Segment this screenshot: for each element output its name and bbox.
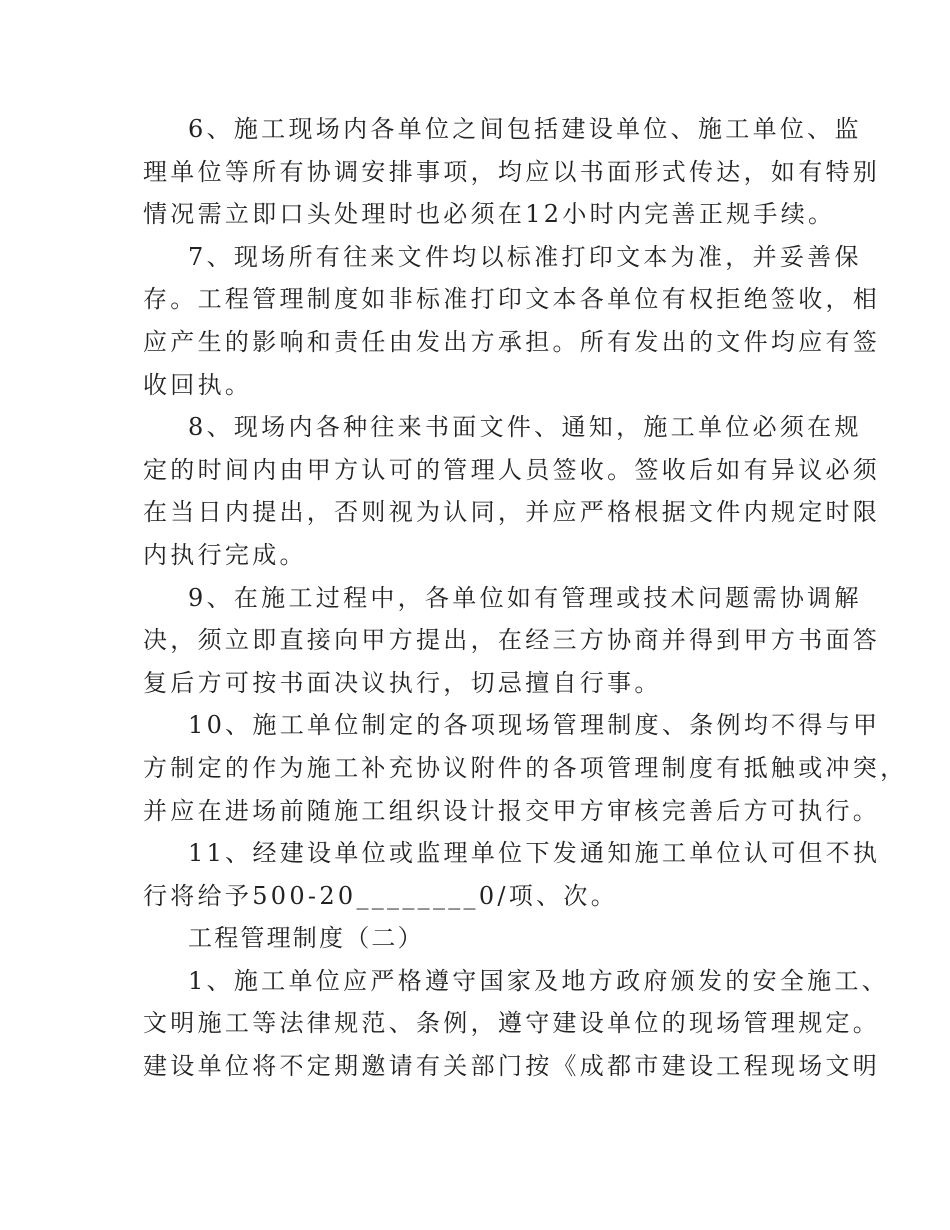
item-8-line-4: 内执行完成。 <box>143 540 307 569</box>
item-7-line-3: 应产生的影响和责任由发出方承担。所有发出的文件均应有签 <box>143 327 881 356</box>
item-11-line-2: 行将给予500-20________0/项、次。 <box>143 881 619 910</box>
item-9-line-3: 复后方可按书面决议执行，切忌擅自行事。 <box>143 668 662 697</box>
item-8-line-2: 定的时间内由甲方认可的管理人员签收。签收后如有异议必须 <box>143 455 881 484</box>
item-6-line-2: 理单位等所有协调安排事项，均应以书面形式传达，如有特别 <box>143 157 881 186</box>
item-6-line-3: 情况需立即口头处理时也必须在12小时内完善正规手续。 <box>143 200 836 229</box>
item-10-line-3: 并应在进场前随施工组织设计报交甲方审核完善后方可执行。 <box>143 796 881 825</box>
item-8-line-1: 8、现场内各种往来书面文件、通知，施工单位必须在规 <box>188 413 862 442</box>
item-9-line-1: 9、在施工过程中，各单位如有管理或技术问题需协调解 <box>188 583 862 612</box>
sec2-item-1-line-1: 1、施工单位应严格遵守国家及地方政府颁发的安全施工、 <box>188 966 890 995</box>
section-heading: 工程管理制度（二） <box>188 924 424 953</box>
sec2-item-1-line-3: 建设单位将不定期邀请有关部门按《成都市建设工程现场文明 <box>143 1052 881 1081</box>
document-body <box>143 108 908 1088</box>
item-7-line-4: 收回执。 <box>143 370 253 399</box>
item-7-line-1: 7、现场所有往来文件均以标准打印文本为准，并妥善保 <box>188 242 862 271</box>
sec2-item-1-line-2: 文明施工等法律规范、条例，遵守建设单位的现场管理规定。 <box>143 1009 881 1038</box>
item-7-line-2: 存。工程管理制度如非标准打印文本各单位有权拒绝签收，相 <box>143 285 881 314</box>
item-6-line-1: 6、施工现场内各单位之间包括建设单位、施工单位、监 <box>188 115 862 143</box>
item-11-line-1: 11、经建设单位或监理单位下发通知施工单位认可但不执 <box>188 839 881 868</box>
item-10-line-2: 方制定的作为施工补充协议附件的各项管理制度有抵触或冲突， <box>143 753 908 782</box>
item-8-line-3: 在当日内提出，否则视为认同，并应严格根据文件内规定时限 <box>143 498 881 527</box>
item-9-line-2: 决，须立即直接向甲方提出，在经三方协商并得到甲方书面答 <box>143 626 881 655</box>
item-10-line-1: 10、施工单位制定的各项现场管理制度、条例均不得与甲 <box>188 711 881 740</box>
